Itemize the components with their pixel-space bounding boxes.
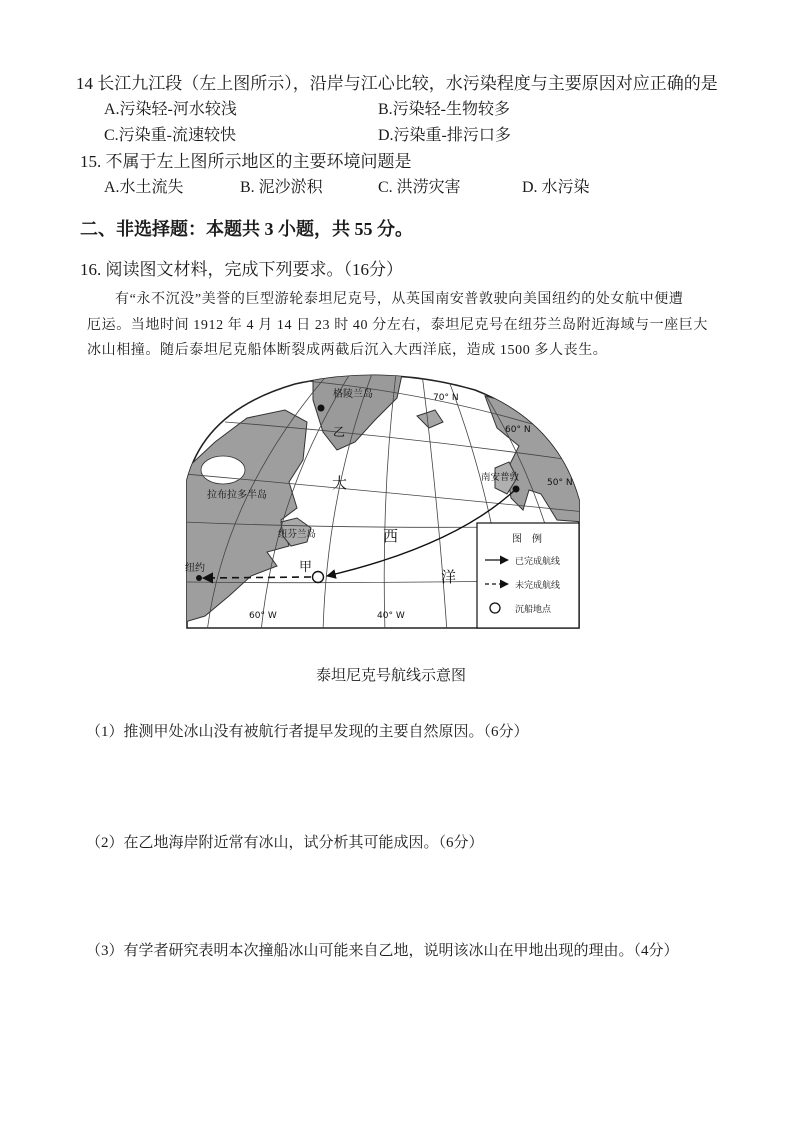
q14-option-c: C.污染重-流速较快 — [104, 127, 237, 144]
section-heading: 二、非选择题：本题共 3 小题，共 55 分。 — [80, 219, 413, 239]
legend-uncompleted-label: 未完成航线 — [515, 581, 561, 591]
passage-line-3: 冰山相撞。随后泰坦尼克船体断裂成两截后沉入大西洋底，造成 1500 多人丧生。 — [87, 343, 608, 358]
map-legend — [477, 523, 579, 628]
q15-option-c: C. 洪涝灾害 — [378, 179, 461, 196]
label-newyork: 纽约 — [185, 563, 205, 574]
label-xi: 西 — [383, 527, 399, 545]
subquestion-1: （1）推测甲处冰山没有被航行者提早发现的主要自然原因。（6分） — [86, 724, 529, 740]
label-yang: 洋 — [441, 568, 457, 586]
legend-title: 图 例 — [512, 534, 542, 545]
subquestion-2: （2）在乙地海岸附近常有冰山，试分析其可能成因。（6分） — [86, 835, 484, 851]
q15-option-d: D. 水污染 — [522, 179, 590, 196]
label-newfoundland: 纽芬兰岛 — [278, 529, 317, 540]
label-jia: 甲 — [299, 560, 313, 575]
passage-line-1: 有“永不沉没”美誉的巨型游轮泰坦尼克号，从英国南安普敦驶向美国纽约的处女航中便遭 — [115, 292, 684, 307]
southampton-dot — [513, 486, 520, 493]
label-labrador: 拉布拉多半岛 — [207, 490, 267, 501]
label-greenland: 格陵兰岛 — [333, 389, 373, 400]
legend-completed-label: 已完成航线 — [515, 557, 561, 567]
q15-stem: 15. 不属于左上图所示地区的主要环境问题是 — [80, 152, 412, 171]
q14-option-d: D.污染重-排污口多 — [378, 127, 511, 144]
map-caption: 泰坦尼克号航线示意图 — [316, 668, 467, 684]
legend-sink-label: 沉船地点 — [515, 605, 552, 615]
label-da: 大 — [332, 474, 348, 492]
passage-line-2: 厄运。当地时间 1912 年 4 月 14 日 23 时 40 分左右，泰坦尼克号在纽芬兰岛附近海域与一座巨大 — [87, 318, 708, 333]
label-lon40: 40° W — [377, 611, 405, 621]
sinking-point — [313, 572, 324, 583]
label-southampton: 南安普敦 — [481, 472, 520, 483]
label-lat60: 60° N — [505, 425, 531, 435]
label-lat70: 70° N — [433, 393, 459, 403]
greenland-dot — [318, 405, 325, 412]
label-lon60: 60° W — [249, 611, 277, 621]
legend-sink-circle — [490, 603, 500, 613]
subquestion-3: （3）有学者研究表明本次撞船冰山可能来自乙地，说明该冰山在甲地出现的理由。（4分） — [86, 943, 679, 959]
q14-option-a: A.污染轻-河水较浅 — [104, 101, 237, 118]
q16-stem: 16. 阅读图文材料，完成下列要求。（16分） — [80, 260, 403, 279]
newyork-dot — [196, 575, 202, 581]
hudson-bay — [201, 456, 245, 484]
q14-stem: 14 长江九江段（左上图所示），沿岸与江心比较，水污染程度与主要原因对应正确的是 — [76, 74, 718, 93]
label-yi: 乙 — [333, 425, 346, 439]
q15-option-b: B. 泥沙淤积 — [240, 179, 323, 196]
label-lat50: 50° N — [547, 478, 573, 488]
q14-option-b: B.污染轻-生物较多 — [378, 101, 511, 118]
titanic-route-map — [185, 370, 585, 632]
q15-option-a: A.水土流失 — [104, 179, 184, 196]
